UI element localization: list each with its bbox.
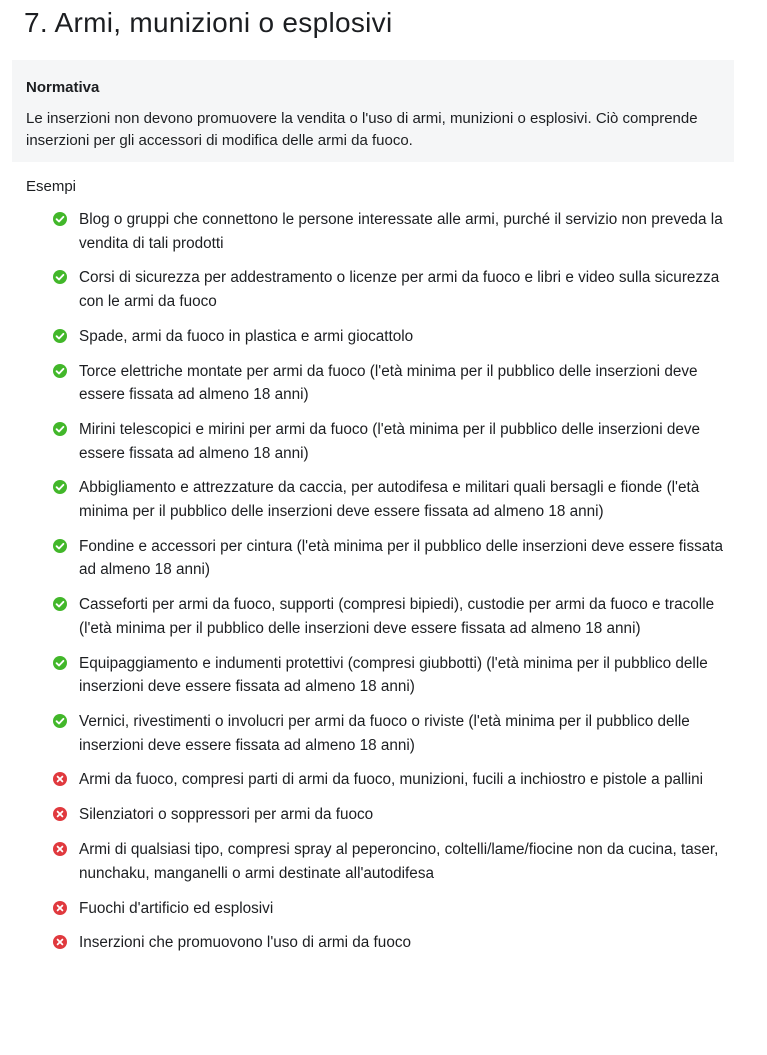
list-item-text: Torce elettriche montate per armi da fuoco (l'età minima per il pubblico delle inserzioni deve essere fissata ad almeno 18 anni) [79,362,698,404]
list-item-text: Armi da fuoco, compresi parti di armi da fuoco, munizioni, fucili a inchiostro e pistole a pallini [79,771,704,789]
list-item [0,266,767,313]
x-circle-icon [53,772,67,786]
list-item [0,418,767,465]
check-circle-icon [53,480,67,494]
list-item-text: Equipaggiamento e indumenti protettivi (compresi giubbotti) (l'età minima per il pubblico delle inserzioni deve essere fissata ad almeno 18 anni) [79,654,708,696]
list-item-text: Blog o gruppi che connettono le persone interessate alle armi, purché il servizio non preveda la vendita di tali prodotti [79,211,723,252]
list-item-text: Corsi di sicurezza per addestramento o licenze per armi da fuoco e libri e video sulla sicurezza con le armi da fuoco [79,269,720,310]
check-circle-icon [53,270,67,284]
policy-box [12,60,734,162]
list-item-text: Abbigliamento e attrezzature da caccia, per autodifesa e militari quali bersagli e fionde (l'età minima per il pubblico delle inserzioni deve essere fissata ad almeno 18 anni) [79,479,700,520]
list-item [0,897,767,921]
list-item-text: Vernici, rivestimenti o involucri per armi da fuoco o riviste (l'età minima per il pubblico delle inserzioni deve essere fissata ad almeno 18 anni) [79,713,690,754]
x-circle-icon [53,935,67,949]
check-circle-icon [53,539,67,553]
list-item [0,710,767,757]
check-circle-icon [53,364,67,378]
list-item [0,208,767,255]
list-item [0,768,767,792]
list-item [0,535,767,582]
list-item-text: Fuochi d'artificio ed esplosivi [79,899,274,917]
x-circle-icon [53,901,67,915]
policy-text: Le inserzioni non devono promuovere la vendita o l'uso di armi, munizioni o esplosivi. Ciò comprende inserzioni per gli accessori di modifica delle armi da fuoco. [26,110,698,149]
list-item-text: Mirini telescopici e mirini per armi da fuoco (l'età minima per il pubblico delle inserzioni deve essere fissata ad almeno 18 anni) [79,421,701,462]
list-item [0,593,767,640]
check-circle-icon [53,656,67,670]
x-circle-icon [53,807,67,821]
list-item-text: Spade, armi da fuoco in plastica e armi giocattolo [79,327,414,345]
check-circle-icon [53,597,67,611]
list-item [0,838,767,885]
check-circle-icon [53,329,67,343]
list-item-text: Armi di qualsiasi tipo, compresi spray al peperoncino, coltelli/lame/fiocine non da cucina, taser, nunchaku, manganelli o armi destinate all'autodifesa [79,841,719,882]
check-circle-icon [53,422,67,436]
list-item-text: Silenziatori o soppressori per armi da fuoco [79,806,374,824]
check-circle-icon [53,714,67,728]
list-item [0,325,767,349]
list-item [0,476,767,523]
x-circle-icon [53,842,67,856]
list-item [0,652,767,699]
check-circle-icon [53,212,67,226]
list-item [0,931,767,955]
list-item [0,360,767,407]
list-item-text: Fondine e accessori per cintura (l'età minima per il pubblico delle inserzioni deve essere fissata ad almeno 18 anni) [79,537,724,579]
list-item [0,803,767,827]
examples-heading: Esempi [26,178,77,195]
page-title: 7. Armi, munizioni o esplosivi [24,7,393,38]
list-item-text: Inserzioni che promuovono l'uso di armi da fuoco [79,934,411,952]
policy-heading: Normativa [26,79,100,96]
list-item-text: Casseforti per armi da fuoco, supporti (compresi bipiedi), custodie per armi da fuoco e tracolle (l'età minima per il pubblico delle inserzioni deve essere fissata ad almeno 18 anni) [79,596,715,637]
examples-list [0,208,767,966]
